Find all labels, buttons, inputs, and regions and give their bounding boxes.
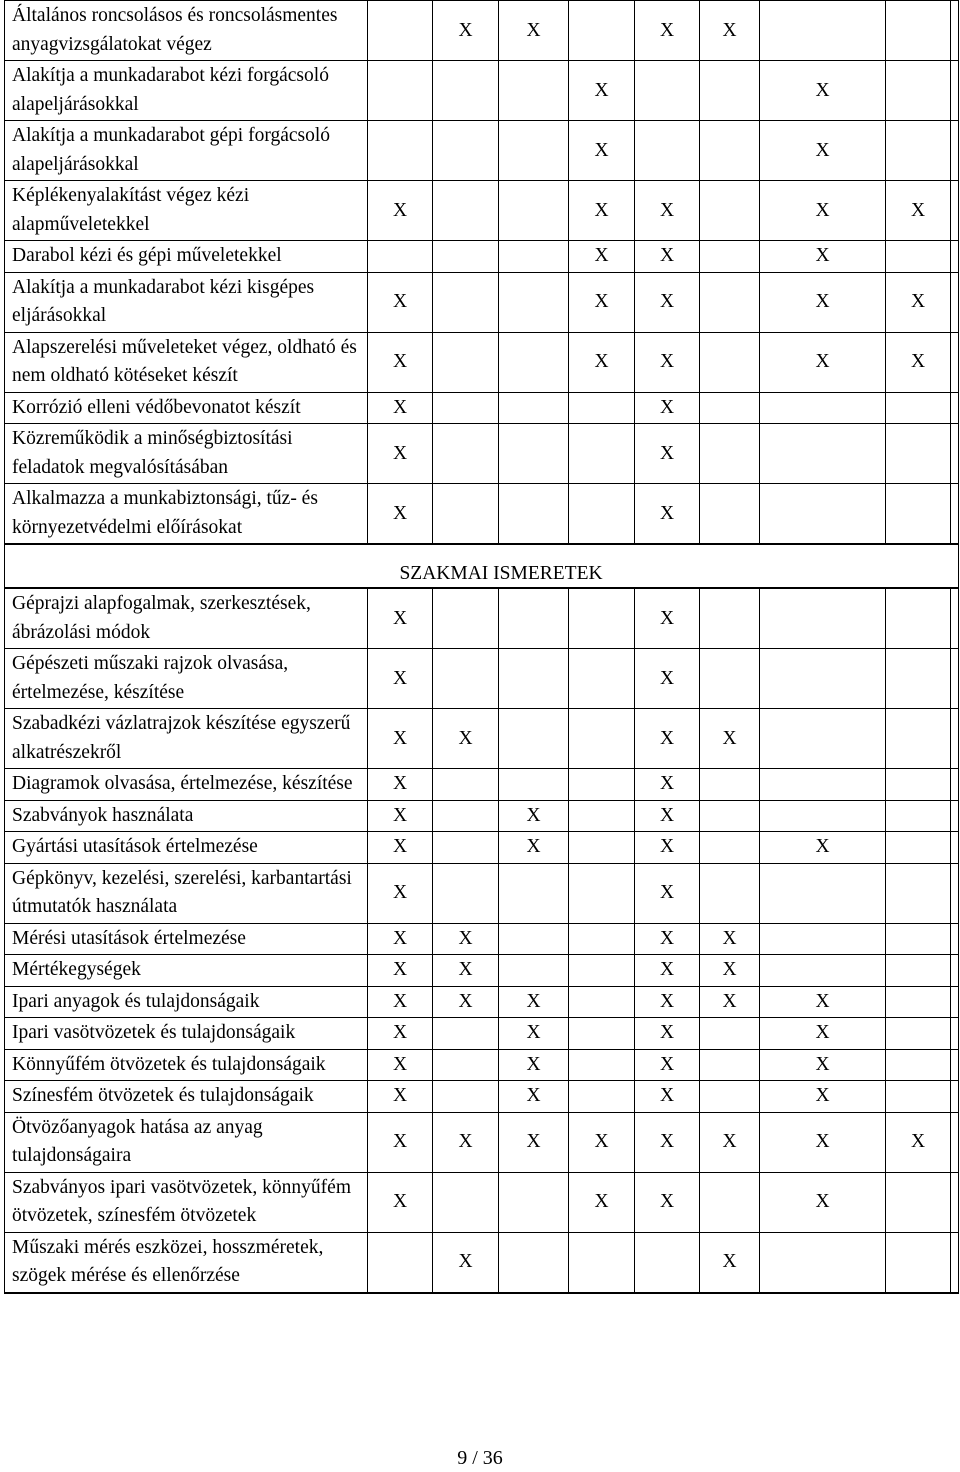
mark-cell — [886, 121, 951, 181]
row-label: Alakítja a munkadarabot kézi forgácsoló alapeljárásokkal — [5, 61, 368, 121]
row-label: Darabol kézi és gépi műveletekkel — [5, 241, 368, 273]
mark-cell — [433, 241, 499, 273]
row-label: Szabványok használata — [5, 800, 368, 832]
mark-cell: X — [760, 332, 886, 392]
mark-cell: X — [700, 1, 760, 61]
mark-cell: X — [635, 1081, 700, 1113]
mark-cell — [951, 986, 959, 1018]
mark-cell: X — [635, 484, 700, 545]
mark-cell: X — [886, 181, 951, 241]
mark-cell — [569, 986, 635, 1018]
mark-cell — [700, 863, 760, 923]
mark-cell — [886, 832, 951, 864]
mark-cell — [433, 332, 499, 392]
mark-cell — [700, 1018, 760, 1050]
mark-cell: X — [368, 769, 433, 801]
table-row — [5, 649, 959, 709]
mark-cell — [886, 392, 951, 424]
mark-cell — [368, 61, 433, 121]
row-label: Korrózió elleni védőbevonatot készít — [5, 392, 368, 424]
mark-cell — [700, 272, 760, 332]
row-label: Alkalmazza a munkabiztonsági, tűz- és környezetvédelmi előírásokat — [5, 484, 368, 545]
mark-cell — [368, 1, 433, 61]
mark-cell: X — [569, 1172, 635, 1232]
mark-cell — [433, 800, 499, 832]
mark-cell: X — [368, 272, 433, 332]
mark-cell — [569, 832, 635, 864]
mark-cell: X — [700, 955, 760, 987]
page-number: 9 / 36 — [457, 1447, 503, 1469]
mark-cell — [886, 61, 951, 121]
mark-cell: X — [499, 1018, 569, 1050]
mark-cell — [951, 1112, 959, 1172]
mark-cell — [569, 1018, 635, 1050]
table-row — [5, 800, 959, 832]
mark-cell — [951, 1081, 959, 1113]
table-row — [5, 832, 959, 864]
mark-cell — [499, 181, 569, 241]
mark-cell — [886, 1172, 951, 1232]
mark-cell — [569, 1, 635, 61]
row-label: Képlékenyalakítást végez kézi alapműveletekkel — [5, 181, 368, 241]
mark-cell — [700, 800, 760, 832]
mark-cell — [433, 863, 499, 923]
mark-cell: X — [368, 955, 433, 987]
mark-cell: X — [886, 1112, 951, 1172]
mark-cell — [700, 588, 760, 649]
mark-cell: X — [635, 392, 700, 424]
mark-cell — [499, 61, 569, 121]
mark-cell: X — [760, 1049, 886, 1081]
mark-cell — [499, 649, 569, 709]
table-row — [5, 1112, 959, 1172]
mark-cell: X — [368, 863, 433, 923]
mark-cell: X — [635, 181, 700, 241]
row-label: Diagramok olvasása, értelmezése, készítése — [5, 769, 368, 801]
row-label: Ipari vasötvözetek és tulajdonságaik — [5, 1018, 368, 1050]
table-row — [5, 424, 959, 484]
table-row — [5, 61, 959, 121]
section-heading: SZAKMAI ISMERETEK — [368, 544, 635, 588]
mark-cell: X — [368, 588, 433, 649]
mark-cell — [886, 1232, 951, 1293]
mark-cell: X — [499, 1, 569, 61]
mark-cell: X — [886, 272, 951, 332]
mark-cell — [951, 588, 959, 649]
section-heading-row — [5, 544, 959, 588]
mark-cell: X — [635, 863, 700, 923]
mark-cell: X — [569, 181, 635, 241]
mark-cell: X — [368, 832, 433, 864]
table-row — [5, 241, 959, 273]
mark-cell — [700, 241, 760, 273]
mark-cell — [700, 181, 760, 241]
table-row — [5, 986, 959, 1018]
mark-cell — [886, 769, 951, 801]
mark-cell — [499, 121, 569, 181]
mark-cell — [951, 955, 959, 987]
table-row — [5, 1172, 959, 1232]
mark-cell — [886, 709, 951, 769]
row-label: Gépészeti műszaki rajzok olvasása, értelmezése, készítése — [5, 649, 368, 709]
mark-cell: X — [368, 800, 433, 832]
mark-cell — [700, 121, 760, 181]
table-row — [5, 955, 959, 987]
mark-cell — [760, 800, 886, 832]
table-row — [5, 484, 959, 545]
mark-cell — [569, 769, 635, 801]
mark-cell — [760, 484, 886, 545]
mark-cell: X — [368, 1049, 433, 1081]
row-label: Alakítja a munkadarabot kézi kisgépes eljárásokkal — [5, 272, 368, 332]
mark-cell — [499, 588, 569, 649]
row-label: Szabványos ipari vasötvözetek, könnyűfém ötvözetek, színesfém ötvözetek — [5, 1172, 368, 1232]
mark-cell — [951, 332, 959, 392]
mark-cell — [951, 863, 959, 923]
mark-cell: X — [760, 1018, 886, 1050]
mark-cell: X — [368, 649, 433, 709]
mark-cell — [951, 1, 959, 61]
mark-cell — [569, 800, 635, 832]
mark-cell: X — [760, 121, 886, 181]
mark-cell — [433, 769, 499, 801]
mark-cell: X — [433, 986, 499, 1018]
mark-cell — [368, 1232, 433, 1293]
mark-cell — [951, 392, 959, 424]
mark-cell: X — [499, 1049, 569, 1081]
mark-cell — [886, 424, 951, 484]
mark-cell: X — [368, 923, 433, 955]
mark-cell: X — [368, 332, 433, 392]
mark-cell: X — [635, 332, 700, 392]
row-label: Alakítja a munkadarabot gépi forgácsoló alapeljárásokkal — [5, 121, 368, 181]
mark-cell — [569, 424, 635, 484]
row-label: Általános roncsolásos és roncsolásmentes anyagvizsgálatokat végez — [5, 1, 368, 61]
mark-cell — [433, 1081, 499, 1113]
mark-cell — [886, 863, 951, 923]
mark-cell: X — [700, 1112, 760, 1172]
mark-cell — [433, 832, 499, 864]
mark-cell — [951, 272, 959, 332]
mark-cell: X — [700, 986, 760, 1018]
table-row — [5, 121, 959, 181]
mark-cell: X — [635, 1018, 700, 1050]
mark-cell: X — [368, 424, 433, 484]
mark-cell: X — [433, 955, 499, 987]
table-row — [5, 1049, 959, 1081]
row-label: Alapszerelési műveleteket végez, oldható és nem oldható kötéseket készít — [5, 332, 368, 392]
mark-cell — [499, 332, 569, 392]
mark-cell — [951, 1172, 959, 1232]
mark-cell: X — [499, 1112, 569, 1172]
mark-cell — [886, 800, 951, 832]
mark-cell — [951, 709, 959, 769]
mark-cell: X — [635, 986, 700, 1018]
mark-cell — [700, 61, 760, 121]
mark-cell: X — [760, 986, 886, 1018]
mark-cell — [951, 832, 959, 864]
mark-cell — [951, 241, 959, 273]
mark-cell — [886, 484, 951, 545]
mark-cell: X — [635, 1049, 700, 1081]
mark-cell: X — [760, 1112, 886, 1172]
mark-cell — [951, 1049, 959, 1081]
mark-cell — [433, 61, 499, 121]
mark-cell — [760, 709, 886, 769]
mark-cell — [499, 923, 569, 955]
mark-cell — [433, 121, 499, 181]
mark-cell: X — [569, 332, 635, 392]
mark-cell: X — [433, 923, 499, 955]
mark-cell — [569, 1049, 635, 1081]
mark-cell — [499, 484, 569, 545]
row-label: Ipari anyagok és tulajdonságaik — [5, 986, 368, 1018]
mark-cell — [886, 1081, 951, 1113]
mark-cell — [886, 241, 951, 273]
mark-cell — [635, 1232, 700, 1293]
row-label: Mérési utasítások értelmezése — [5, 923, 368, 955]
mark-cell — [760, 424, 886, 484]
mark-cell: X — [433, 709, 499, 769]
mark-cell: X — [499, 986, 569, 1018]
mark-cell — [433, 1172, 499, 1232]
mark-cell: X — [886, 332, 951, 392]
mark-cell: X — [700, 709, 760, 769]
row-label: Gépkönyv, kezelési, szerelési, karbantartási útmutatók használata — [5, 863, 368, 923]
mark-cell — [499, 769, 569, 801]
mark-cell: X — [635, 649, 700, 709]
table-row — [5, 392, 959, 424]
mark-cell — [569, 1081, 635, 1113]
mark-cell — [951, 649, 959, 709]
mark-cell: X — [760, 241, 886, 273]
mark-cell — [700, 392, 760, 424]
mark-cell — [760, 769, 886, 801]
mark-cell — [951, 800, 959, 832]
mark-cell — [760, 923, 886, 955]
mark-cell: X — [368, 1081, 433, 1113]
mark-cell — [499, 392, 569, 424]
mark-cell: X — [635, 923, 700, 955]
row-label: Szabadkézi vázlatrajzok készítése egyszerű alkatrészekről — [5, 709, 368, 769]
mark-cell — [700, 769, 760, 801]
mark-cell: X — [635, 272, 700, 332]
mark-cell — [760, 1, 886, 61]
mark-cell: X — [760, 181, 886, 241]
mark-cell — [886, 1018, 951, 1050]
mark-cell — [433, 484, 499, 545]
mark-cell: X — [569, 61, 635, 121]
mark-cell — [951, 61, 959, 121]
mark-cell: X — [635, 832, 700, 864]
mark-cell: X — [499, 832, 569, 864]
mark-cell — [433, 181, 499, 241]
mark-cell — [368, 121, 433, 181]
table-row — [5, 181, 959, 241]
row-label: Mértékegységek — [5, 955, 368, 987]
mark-cell — [760, 955, 886, 987]
mark-cell: X — [635, 241, 700, 273]
mark-cell — [569, 955, 635, 987]
mark-cell: X — [368, 484, 433, 545]
mark-cell — [951, 121, 959, 181]
mark-cell: X — [569, 241, 635, 273]
mark-cell: X — [368, 709, 433, 769]
row-label: Ötvözőanyagok hatása az anyag tulajdonságaira — [5, 1112, 368, 1172]
mark-cell: X — [368, 986, 433, 1018]
mark-cell — [499, 241, 569, 273]
mark-cell — [700, 484, 760, 545]
mark-cell — [700, 424, 760, 484]
mark-cell — [499, 272, 569, 332]
mark-cell — [368, 241, 433, 273]
mark-cell — [886, 923, 951, 955]
mark-cell — [700, 649, 760, 709]
mark-cell: X — [635, 709, 700, 769]
mark-cell — [569, 1232, 635, 1293]
mark-cell — [700, 332, 760, 392]
mark-cell — [951, 1018, 959, 1050]
mark-cell: X — [433, 1232, 499, 1293]
mark-cell — [951, 923, 959, 955]
mark-cell — [760, 588, 886, 649]
mark-cell: X — [499, 800, 569, 832]
mark-cell: X — [760, 1172, 886, 1232]
mark-cell — [951, 424, 959, 484]
mark-cell: X — [700, 1232, 760, 1293]
mark-cell: X — [760, 272, 886, 332]
mark-cell — [499, 955, 569, 987]
mark-cell: X — [569, 121, 635, 181]
mark-cell — [569, 392, 635, 424]
mark-cell — [886, 588, 951, 649]
mark-cell: X — [635, 1, 700, 61]
mark-cell — [433, 649, 499, 709]
mark-cell — [433, 1049, 499, 1081]
mark-cell — [760, 649, 886, 709]
row-label: Közreműködik a minőségbiztosítási feladatok megvalósításában — [5, 424, 368, 484]
mark-cell — [569, 863, 635, 923]
mark-cell — [433, 424, 499, 484]
mark-cell — [569, 923, 635, 955]
row-label: Géprajzi alapfogalmak, szerkesztések, ábrázolási módok — [5, 588, 368, 649]
mark-cell — [499, 424, 569, 484]
row-label: Könnyűfém ötvözetek és tulajdonságaik — [5, 1049, 368, 1081]
mark-cell — [886, 1049, 951, 1081]
table-row — [5, 863, 959, 923]
mark-cell: X — [569, 272, 635, 332]
mark-cell: X — [760, 61, 886, 121]
mark-cell — [886, 986, 951, 1018]
mark-cell: X — [635, 769, 700, 801]
row-label: Színesfém ötvözetek és tulajdonságaik — [5, 1081, 368, 1113]
mark-cell — [886, 649, 951, 709]
table-row — [5, 588, 959, 649]
mark-cell — [569, 484, 635, 545]
mark-cell — [499, 709, 569, 769]
mark-cell: X — [635, 800, 700, 832]
table-row — [5, 1232, 959, 1293]
mark-cell — [635, 121, 700, 181]
mark-cell — [635, 61, 700, 121]
mark-cell: X — [499, 1081, 569, 1113]
mark-cell — [433, 272, 499, 332]
mark-cell — [951, 181, 959, 241]
mark-cell — [433, 392, 499, 424]
mark-cell: X — [700, 923, 760, 955]
mark-cell — [700, 1049, 760, 1081]
table-row — [5, 1018, 959, 1050]
mark-cell: X — [635, 1112, 700, 1172]
mark-cell: X — [635, 955, 700, 987]
table-row — [5, 923, 959, 955]
mark-cell: X — [368, 1172, 433, 1232]
mark-cell — [569, 588, 635, 649]
table-row — [5, 1081, 959, 1113]
mark-cell: X — [368, 392, 433, 424]
mark-cell — [760, 1232, 886, 1293]
mark-cell — [499, 1232, 569, 1293]
row-label: Gyártási utasítások értelmezése — [5, 832, 368, 864]
mark-cell — [433, 588, 499, 649]
mark-cell — [886, 955, 951, 987]
table-row — [5, 769, 959, 801]
mark-cell — [760, 863, 886, 923]
row-label: Műszaki mérés eszközei, hosszméretek, szögek mérése és ellenőrzése — [5, 1232, 368, 1293]
mark-cell: X — [433, 1112, 499, 1172]
mark-cell: X — [569, 1112, 635, 1172]
mark-cell — [700, 832, 760, 864]
mark-cell — [433, 1018, 499, 1050]
mark-cell: X — [368, 181, 433, 241]
mark-cell: X — [368, 1112, 433, 1172]
mark-cell — [499, 863, 569, 923]
mark-cell — [700, 1172, 760, 1232]
table-row — [5, 272, 959, 332]
mark-cell: X — [635, 424, 700, 484]
table-row — [5, 1, 959, 61]
mark-cell — [886, 1, 951, 61]
mark-cell — [569, 709, 635, 769]
mark-cell — [700, 1081, 760, 1113]
skills-matrix-table — [4, 0, 959, 1294]
mark-cell — [569, 649, 635, 709]
mark-cell — [951, 484, 959, 545]
mark-cell — [760, 392, 886, 424]
mark-cell — [499, 1172, 569, 1232]
table-row — [5, 709, 959, 769]
table-row — [5, 332, 959, 392]
mark-cell: X — [635, 1172, 700, 1232]
mark-cell: X — [760, 1081, 886, 1113]
mark-cell: X — [635, 588, 700, 649]
mark-cell: X — [368, 1018, 433, 1050]
mark-cell — [951, 1232, 959, 1293]
mark-cell — [951, 769, 959, 801]
mark-cell: X — [433, 1, 499, 61]
mark-cell: X — [760, 832, 886, 864]
